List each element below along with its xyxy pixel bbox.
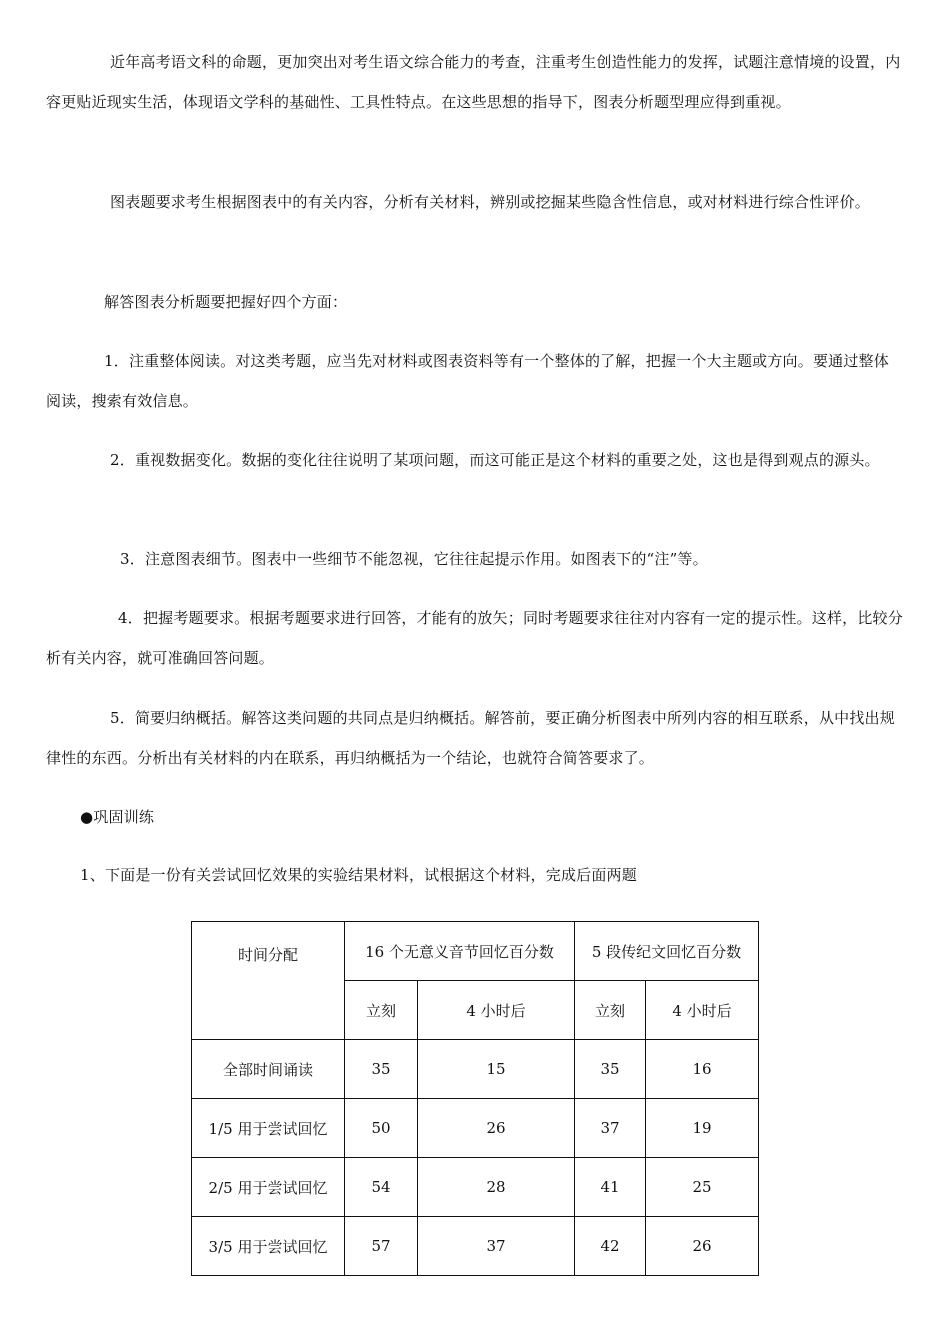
table-cell: 26 — [646, 1217, 759, 1276]
point-5: 5．简要归纳概括。解答这类问题的共同点是归纳概括。解答前，要正确分析图表中所列内容的相互联系，从中找出规律性的东西。分析出有关材料的内在联系，再归纳概括为一个结论，也就符合简答要求了。 — [46, 709, 895, 767]
table-cell: 42 — [575, 1217, 646, 1276]
table-cell: 25 — [646, 1158, 759, 1217]
question-1: 1、下面是一份有关尝试回忆效果的实验结果材料，试根据这个材料，完成后面两题 — [80, 866, 637, 884]
table-cell: 19 — [646, 1099, 759, 1158]
point-1: 1．注重整体阅读。对这类考题，应当先对材料或图表资料等有一个整体的了解，把握一个大主题或方向。要通过整体阅读，搜索有效信息。 — [46, 352, 889, 410]
table-cell: 57 — [345, 1217, 418, 1276]
table-row — [192, 1217, 759, 1276]
intro-paragraph-1: 近年高考语文科的命题，更加突出对考生语文综合能力的考查，注重考生创造性能力的发挥，试题注意情境的设置，内容更贴近现实生活，体现语文学科的基础性、工具性特点。在这些思想的指导下，图表分析题型理应得到重视。 — [46, 53, 901, 111]
sub-header-4h: 4 小时后 — [418, 981, 575, 1040]
group-header-syllables: 16 个无意义音节回忆百分数 — [345, 922, 575, 981]
table-cell: 37 — [418, 1217, 575, 1276]
table-cell: 37 — [575, 1099, 646, 1158]
row-label: 1/5 用于尝试回忆 — [192, 1099, 345, 1158]
table-row — [192, 1099, 759, 1158]
table-cell: 15 — [418, 1040, 575, 1099]
table-cell: 26 — [418, 1099, 575, 1158]
table-cell: 35 — [575, 1040, 646, 1099]
row-label: 全部时间诵读 — [192, 1040, 345, 1099]
table-cell: 28 — [418, 1158, 575, 1217]
intro-paragraph-3: 解答图表分析题要把握好四个方面： — [104, 293, 348, 311]
sub-header-immediate: 立刻 — [575, 981, 646, 1040]
table-cell: 41 — [575, 1158, 646, 1217]
point-4: 4．把握考题要求。根据考题要求进行回答，才能有的放矢；同时考题要求往往对内容有一定的提示性。这样，比较分析有关内容，就可准确回答问题。 — [46, 609, 903, 667]
sub-header-immediate: 立刻 — [345, 981, 418, 1040]
sub-header-4h: 4 小时后 — [646, 981, 759, 1040]
corner-header: 时间分配 — [192, 922, 345, 1040]
table-cell: 16 — [646, 1040, 759, 1099]
recall-results-table — [191, 921, 759, 1276]
table-header-row — [192, 922, 759, 981]
group-header-biography: 5 段传纪文回忆百分数 — [575, 922, 759, 981]
row-label: 2/5 用于尝试回忆 — [192, 1158, 345, 1217]
row-label: 3/5 用于尝试回忆 — [192, 1217, 345, 1276]
intro-paragraph-2: 图表题要求考生根据图表中的有关内容，分析有关材料，辨别或挖掘某些隐含性信息，或对材料进行综合性评价。 — [110, 193, 871, 211]
point-2: 2．重视数据变化。数据的变化往往说明了某项问题，而这可能正是这个材料的重要之处，这也是得到观点的源头。 — [110, 451, 880, 469]
table-row — [192, 1158, 759, 1217]
table-cell: 50 — [345, 1099, 418, 1158]
table-cell: 54 — [345, 1158, 418, 1217]
table-row — [192, 1040, 759, 1099]
practice-heading: ●巩固训练 — [80, 808, 155, 826]
point-3: 3．注意图表细节。图表中一些细节不能忽视，它往往起提示作用。如图表下的“注”等。 — [120, 550, 708, 568]
table-cell: 35 — [345, 1040, 418, 1099]
